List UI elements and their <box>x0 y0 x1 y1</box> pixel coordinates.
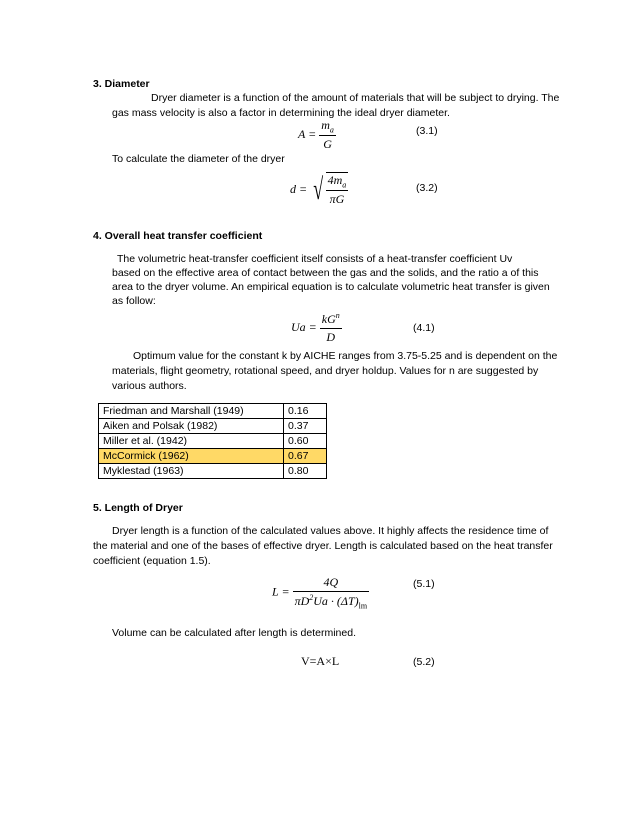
fraction-numerator: 4m <box>327 173 343 187</box>
section-5-paragraph-line-2: the material and one of the bases of effective dryer. Length is calculated based on the heat transfer <box>93 540 553 552</box>
equation-number-3-2: (3.2) <box>416 182 438 194</box>
section-3-paragraph-line-1: Dryer diameter is a function of the amount of materials that will be subject to drying. The <box>151 92 560 104</box>
author-cell: McCormick (1962) <box>99 449 284 464</box>
table-row <box>99 419 327 434</box>
section-5-paragraph2: Volume can be calculated after length is determined. <box>112 627 356 639</box>
value-cell: 0.67 <box>284 449 327 464</box>
table-row <box>99 404 327 419</box>
denominator-superscript: 2 <box>309 593 314 602</box>
table-row-highlighted <box>99 449 327 464</box>
n-values-table <box>98 403 327 479</box>
equation-5-1 <box>272 575 369 610</box>
section-3-heading: 3. Diameter <box>93 78 150 90</box>
section-4-paragraph-line-2: based on the effective area of contact between the gas and the solids, and the ratio a of this <box>112 267 539 279</box>
fraction-denominator: D <box>326 330 336 344</box>
equation-fraction <box>320 311 342 345</box>
equation-fraction <box>319 118 336 152</box>
sqrt-symbol: √ <box>313 172 324 206</box>
section-3-paragraph-line-2: gas mass velocity is also a factor in determining the ideal dryer diameter. <box>112 107 450 119</box>
section-5-paragraph-line-1: Dryer length is a function of the calculated values above. It highly affects the residence time of <box>112 525 549 537</box>
section-4-paragraph2-line-2: materials, flight geometry, rotational speed, and dryer holdup. Values for n are suggested by <box>112 365 539 377</box>
author-cell: Aiken and Polsak (1982) <box>99 419 284 434</box>
equation-number-3-1: (3.1) <box>416 125 438 137</box>
table-row <box>99 434 327 449</box>
equation-lhs: d = <box>290 182 308 197</box>
equation-number-5-1: (5.1) <box>413 578 435 590</box>
section-4-heading: 4. Overall heat transfer coefficient <box>93 230 263 242</box>
denominator-part-a: πD <box>294 594 310 608</box>
denominator-subscript: lm <box>358 601 368 611</box>
numerator-subscript: a <box>329 125 334 135</box>
fraction-numerator: m <box>321 118 330 132</box>
section-5-paragraph-line-3: coefficient (equation 1.5). <box>93 555 211 567</box>
equation-fraction <box>326 172 349 207</box>
author-cell: Myklestad (1963) <box>99 464 284 479</box>
author-cell: Miller et al. (1942) <box>99 434 284 449</box>
fraction-denominator: πG <box>329 192 345 207</box>
equation-number-5-2: (5.2) <box>413 656 435 668</box>
section-4-paragraph-line-1: The volumetric heat-transfer coefficient itself consists of a heat-transfer coefficient Uv <box>117 253 513 265</box>
author-cell: Friedman and Marshall (1949) <box>99 404 284 419</box>
value-cell: 0.60 <box>284 434 327 449</box>
section-4-paragraph2-line-1: Optimum value for the constant k by AICHE ranges from 3.75-5.25 and is dependent on the <box>133 350 558 362</box>
equation-5-2: V=A×L <box>301 654 340 668</box>
value-cell: 0.16 <box>284 404 327 419</box>
section-5-heading: 5. Length of Dryer <box>93 502 183 514</box>
numerator-subscript: a <box>342 180 347 190</box>
equation-3-1 <box>298 118 336 152</box>
value-cell: 0.80 <box>284 464 327 479</box>
fraction-numerator: 4Q <box>293 575 370 592</box>
value-cell: 0.37 <box>284 419 327 434</box>
section-4-paragraph-line-4: as follow: <box>112 295 156 307</box>
table-row <box>99 464 327 479</box>
equation-4-1 <box>291 311 342 345</box>
section-4-paragraph2-line-3: various authors. <box>112 380 187 392</box>
section-4-paragraph-line-3: area to the dryer volume. An empirical equation is to calculate volumetric heat transfer is given <box>112 281 550 293</box>
denominator-part-b: Ua · (ΔT) <box>313 594 359 608</box>
section-3-intro-diameter: To calculate the diameter of the dryer <box>112 153 285 165</box>
equation-3-2 <box>290 172 348 207</box>
equation-lhs: Ua = <box>291 319 317 334</box>
equation-lhs: A = <box>298 126 317 141</box>
equation-number-4-1: (4.1) <box>413 322 435 334</box>
numerator-superscript: n <box>335 311 340 320</box>
equation-lhs: L = <box>272 584 290 599</box>
fraction-denominator <box>293 592 370 610</box>
fraction-numerator: kG <box>321 312 336 326</box>
equation-fraction <box>293 575 370 610</box>
fraction-denominator: G <box>323 137 332 152</box>
